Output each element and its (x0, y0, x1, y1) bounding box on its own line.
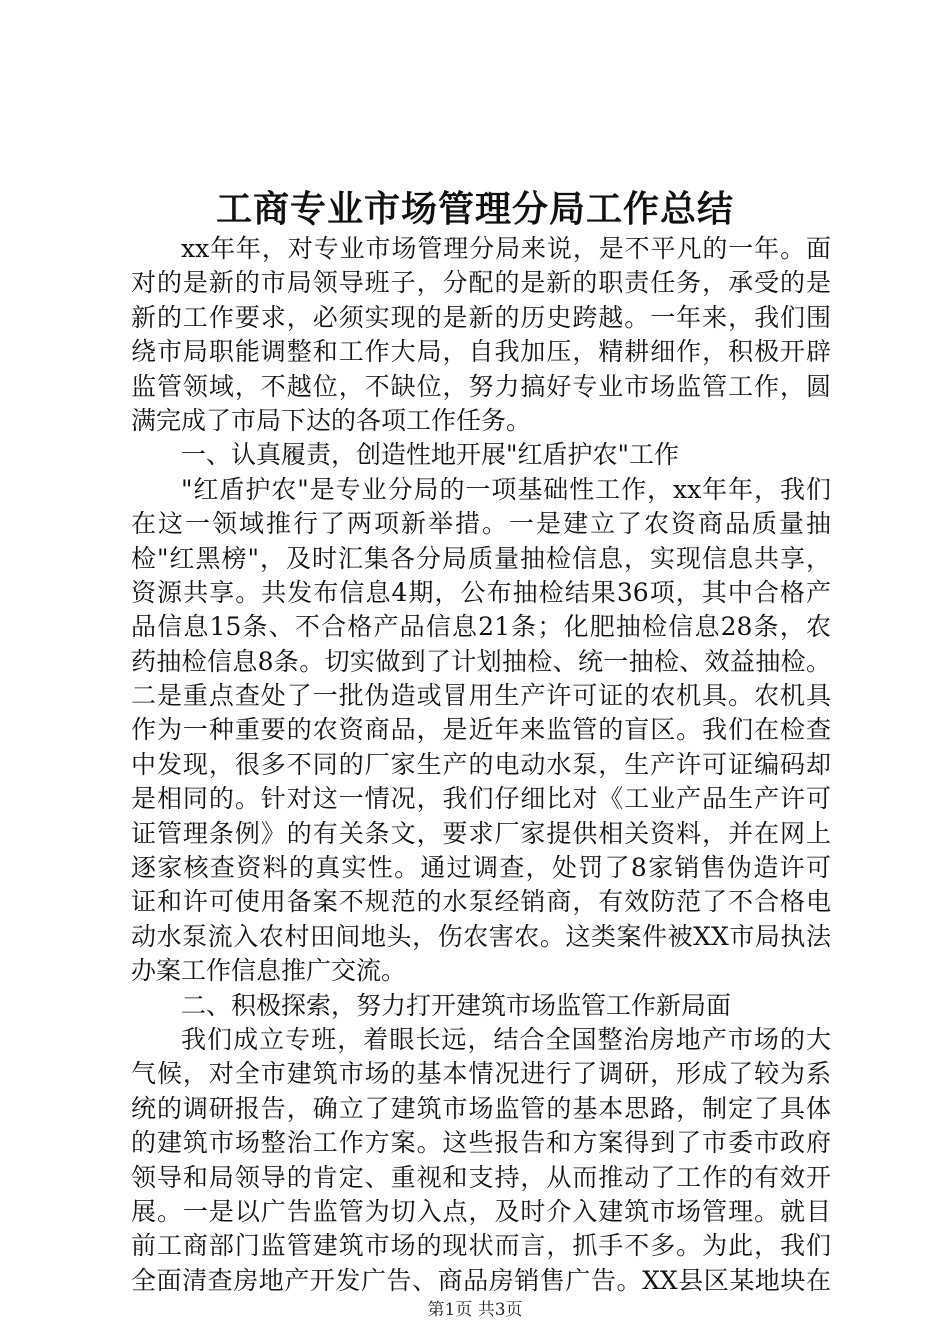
body-line: 办案工作信息推广交流。 (131, 956, 407, 986)
body-line: 作为一种重要的农资商品，是近年来监管的盲区。我们在检查 (131, 715, 831, 745)
body-line: 前工商部门监管建筑市场的现状而言，抓手不多。为此，我们 (131, 1231, 831, 1261)
body-line: xx年年，对专业市场管理分局来说，是不平凡的一年。面 (181, 234, 831, 263)
body-line: 监管领域，不越位，不缺位，努力搞好专业市场监管工作，圆 (131, 371, 831, 401)
body-line: 满完成了市局下达的各项工作任务。 (131, 405, 532, 435)
body-line: 领导和局领导的肯定、重视和支持，从而推动了工作的有效开 (131, 1162, 831, 1192)
body-line: 证管理条例》的有关条文，要求厂家提供相关资料，并在网上 (131, 818, 831, 848)
body-line: 二是重点查处了一批伪造或冒用生产许可证的农机具。农机具 (131, 681, 831, 711)
section-heading: 一、认真履责，创造性地开展"红盾护农"工作 (181, 440, 679, 470)
body-line: 品信息15条、不合格产品信息21条；化肥抽检信息28条，农 (131, 612, 831, 642)
body-line: 中发现，很多不同的厂家生产的电动水泵，生产许可证编码却 (131, 749, 831, 779)
page-footer: 第1页 共3页 (427, 1300, 523, 1320)
body-line: 在这一领域推行了两项新举措。一是建立了农资商品质量抽 (131, 509, 831, 539)
body-line: 我们成立专班，着眼长远，结合全国整治房地产市场的大 (181, 1024, 831, 1054)
body-line: 的建筑市场整治工作方案。这些报告和方案得到了市委市政府 (131, 1128, 831, 1158)
body-line: 资源共享。共发布信息4期，公布抽检结果36项，其中合格产 (131, 577, 831, 607)
body-line: 药抽检信息8条。切实做到了计划抽检、统一抽检、效益抽检。 (131, 646, 831, 676)
document-title: 工商专业市场管理分局工作总结 (215, 188, 734, 230)
body-line: 证和许可使用备案不规范的水泵经销商，有效防范了不合格电 (131, 887, 831, 917)
body-line: "红盾护农"是专业分局的一项基础性工作，xx年年，我们 (181, 474, 831, 504)
body-line: 气候，对全市建筑市场的基本情况进行了调研，形成了较为系 (131, 1059, 831, 1089)
body-line: 逐家核查资料的真实性。通过调查，处罚了8家销售伪造许可 (131, 853, 831, 883)
body-line: 全面清查房地产开发广告、商品房销售广告。XX县区某地块在 (131, 1265, 831, 1295)
body-line: 动水泵流入农村田间地头，伤农害农。这类案件被XX市局执法 (131, 921, 831, 951)
document-body (131, 232, 831, 1298)
body-line: 检"红黑榜"，及时汇集各分局质量抽检信息，实现信息共享， (131, 543, 831, 573)
section-heading: 二、积极探索，努力打开建筑市场监管工作新局面 (181, 990, 732, 1020)
body-line: 绕市局职能调整和工作大局，自我加压，精耕细作，积极开辟 (131, 337, 831, 367)
body-line: 统的调研报告，确立了建筑市场监管的基本思路，制定了具体 (131, 1093, 831, 1123)
body-line: 展。一是以广告监管为切入点，及时介入建筑市场管理。就目 (131, 1196, 831, 1226)
body-line: 对的是新的市局领导班子，分配的是新的职责任务，承受的是 (131, 268, 831, 298)
body-line: 是相同的。针对这一情况，我们仔细比对《工业产品生产许可 (131, 784, 831, 814)
body-line: 新的工作要求，必须实现的是新的历史跨越。一年来，我们围 (131, 302, 831, 332)
